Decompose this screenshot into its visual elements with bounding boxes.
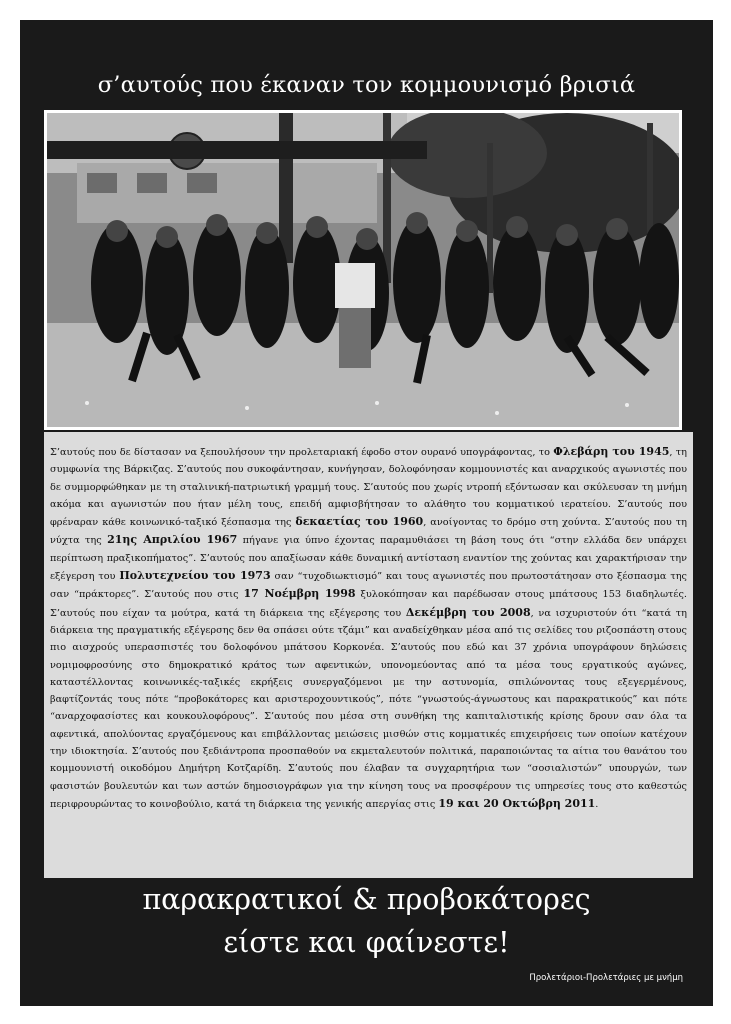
manifesto-paragraph: [50, 443, 687, 813]
text-segment: Σ’αυτούς που δε δίστασαν να ξεπουλήσουν την προλεταριακή έφοδο στον ουρανό υπογράφοντας, το: [50, 447, 554, 458]
emphasis-date: 17 Νοέμβρη 1998: [243, 587, 356, 601]
poster: [20, 20, 713, 1006]
emphasis-date: Πολυτεχνείου του 1973: [119, 569, 271, 583]
text-segment: .: [595, 798, 599, 810]
riot-photo: [44, 110, 682, 430]
text-segment: ξυλοκόπησαν και παρέδωσαν στους μπάτσους 153 διαδηλωτές. Σ’αυτούς που είχαν τα μούτρα, κατά τη διάρκεια της εξέγερσης του: [50, 589, 687, 619]
headline: σ’αυτούς που έκαναν τον κομμουνισμό βρισιά: [97, 72, 636, 98]
slogan-line-2: είστε και φαίνεστε!: [223, 926, 510, 959]
emphasis-date: 21ης Απριλίου 1967: [107, 533, 238, 547]
text-segment: , τη συμφωνία της Βάρκιζας. Σ’αυτούς που συκοφάντησαν, κυνήγησαν, δολοφόνησαν κομμουνιστές και αναρχικούς αγωνιστές που δε συμμορφώθηκαν με τη σταλινική-πατριωτική γραμμή τους. Σ’αυτούς που χωρίς ντροπή εξόντωσαν και σκύλευσαν τη μνήμη ακόμα και αγωνιστών που ήταν μέλη τους, επειδή αμφισβήτησαν το αλάθητο του κομματικού ιερατείου. Σ’αυτούς που φρέναραν κάθε κοινωνικό-ταξικό ξέσπασμα της: [50, 447, 687, 529]
emphasis-date: Δεκέμβρη του 2008: [405, 605, 531, 619]
emphasis-date: δεκαετίας του 1960: [295, 515, 424, 529]
manifesto-text-box: [44, 432, 693, 878]
signature: Προλετάριοι-Προλετάριες με μνήμη: [529, 973, 683, 983]
text-segment: σαν “τυχοδιωκτισμό” και τους αγωνιστές που πρωτοστάτησαν στο ξέσπασμα της σαν “πράκτορες”. Σ’αυτούς που στις: [50, 571, 687, 601]
slogan-line-1: παρακρατικοί & προβοκάτορες: [142, 883, 591, 916]
text-segment: πήγανε για ύπνο έχοντας παραμυθιάσει τη βάση τους ότι “στην ελλάδα δεν υπάρχει περίπτωση πραξικοπήματος”. Σ’αυτούς που απαξίωσαν κάθε δυναμική αντίσταση εναντίον της χούντας και χαρακτήρισαν την εξέγερση του: [50, 535, 688, 583]
emphasis-date: Φλεβάρη του 1945: [553, 445, 670, 458]
text-segment: , να ισχυριστούν ότι “κατά τη διάρκεια της πραγματικής εξέγερσης δεν θα σπάσει ούτε τζάμι” και αναδείχθηκαν μέσα από τις σελίδες του ριζοσπάστη στους πιο αισχρούς υπερασπιστές του δολοφόνου μπάτσου Κορκονέα. Σ’αυτούς που εδώ και 37 χρόνια υπογράφουν δηλώσεις νομιμοφροσύνης στο δημοκρατικό κράτος των αφεντικών, υπονομεύοντας από τα μέσα τους εργατικούς αγώνες, καταστέλλοντας κοινωνικές-ταξικές εκρήξεις συνεργαζόμενοι με την αστυνομία, σπιλώνοντας τους εξεγερμένους, βαφτίζοντάς τους πότε “προβοκάτορες και αριστεροχουντικούς”, πότε “γνωστούς-άγνωστους και παρακρατικούς” και πότε “αναρχοφασίστες και κουκουλοφόρους”. Σ’αυτούς που μέσα στη συνθήκη της καπιταλιστικής κρίσης δρουν σαν όλα τα αφεντικά, απολύοντας εργαζόμενους και επιβάλλοντας μειώσεις μισθών στις κομματικές επιχειρήσεις των οποίων κατέχουν την ιδιοκτησία. Σ’αυτούς που ξεδιάντροπα προσπαθούν να εκμεταλευτούν πολιτικά, παραποιώντας τα αίτια του θανάτου του κομμουνιστή οικοδόμου Δημήτρη Κοτζαρίδη. Σ’αυτούς που έλαβαν τα συγχαρητήρια των “σοσιαλιστών” υπουργών, των φασιστών βουλευτών και των αστών δημοσιογράφων για την κίνηση τους να προσφέρουν τις υπηρεσίες τους στο καθεστώς περιφρουρώντας το κοινοβούλιο, κατά τη διάρκεια της γενικής απεργίας στις: [50, 607, 687, 810]
riot-police-photo-icon: [47, 113, 679, 427]
emphasis-date: 19 και 20 Οκτώβρη 2011: [438, 796, 596, 810]
text-segment: , ανοίγοντας το δρόμο στη χούντα. Σ’αυτούς που τη νύχτα της: [50, 517, 687, 547]
